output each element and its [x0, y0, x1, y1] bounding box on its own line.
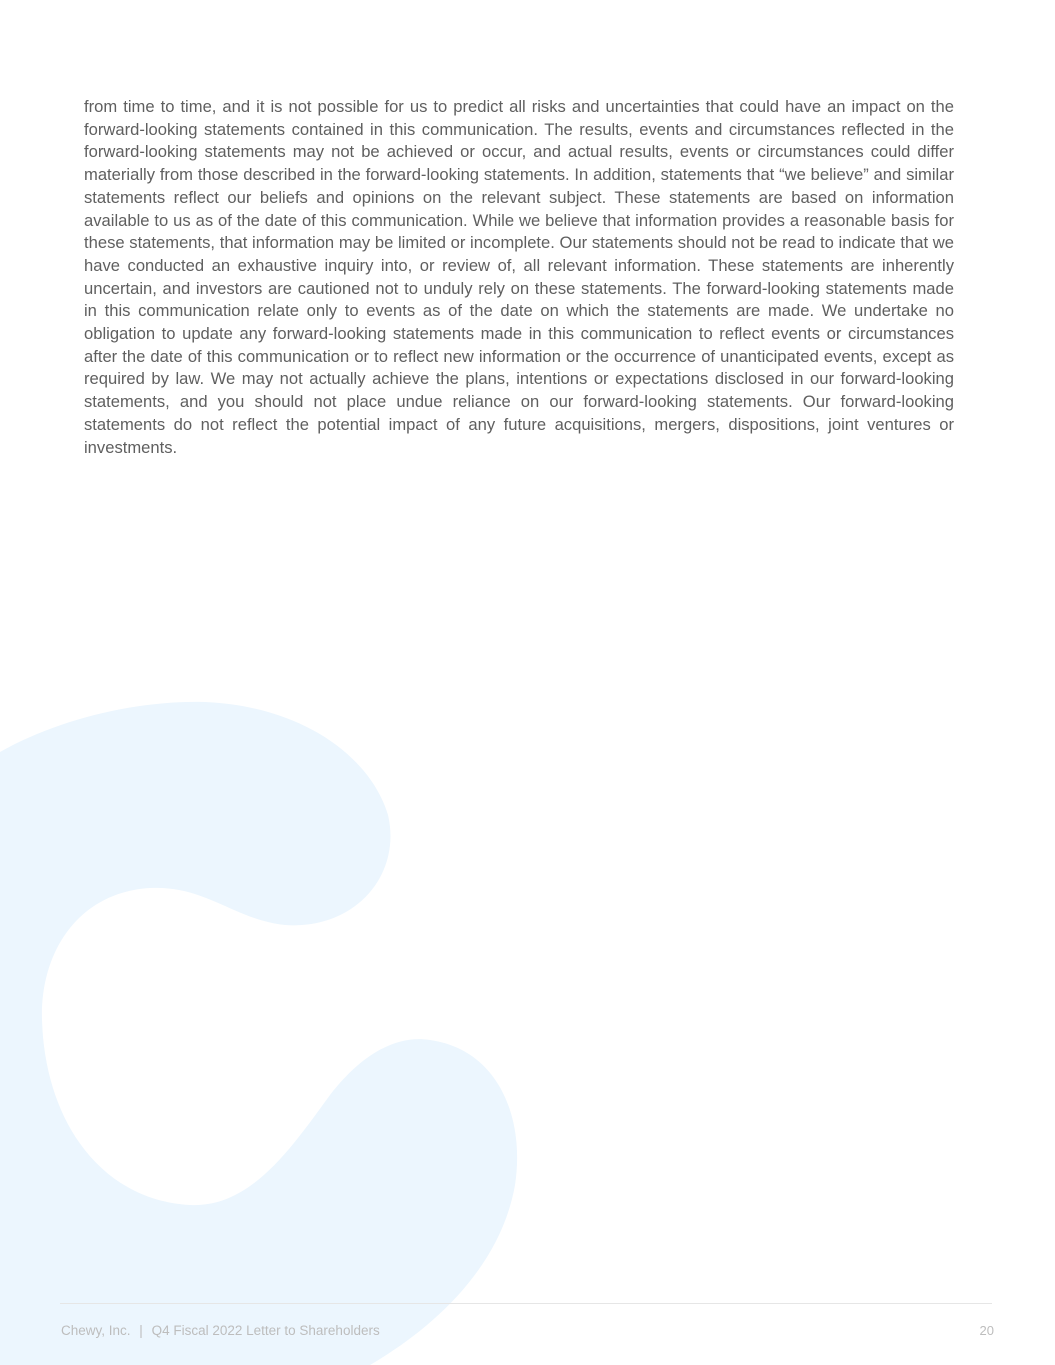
footer-caption: [61, 1323, 380, 1338]
body-paragraph: from time to time, and it is not possible for us to predict all risks and uncertainties that could have an impact on the forward-looking statements contained in this communication. The results, events and circumstances reflected in the forward-looking statements may not be achieved or occur, and actual results, events or circumstances could differ materially from those described in the forward-looking statements. In addition, statements that “we believe” and similar statements reflect our beliefs and opinions on the relevant subject. These statements are based on information available to us as of the date of this communication. While we believe that information provides a reasonable basis for these statements, that information may be limited or incomplete. Our statements should not be read to indicate that we have conducted an exhaustive inquiry into, or review of, all relevant information. These statements are inherently uncertain, and investors are cautioned not to unduly rely on these statements. The forward-looking statements made in this communication relate only to events as of the date on which the statements are made. We undertake no obligation to update any forward-looking statements made in this communication to reflect events or circumstances after the date of this communication or to reflect new information or the occurrence of unanticipated events, except as required by law. We may not actually achieve the plans, intentions or expectations disclosed in our forward-looking statements, and you should not place undue reliance on our forward-looking statements. Our forward-looking statements do not reflect the potential impact of any future acquisitions, mergers, dispositions, joint ventures or investments.: [84, 97, 954, 457]
footer-divider: [60, 1303, 992, 1304]
footer-document-title: Q4 Fiscal 2022 Letter to Shareholders: [151, 1323, 380, 1338]
page-number: 20: [979, 1323, 994, 1338]
footer-company-name: Chewy, Inc.: [61, 1323, 131, 1338]
footer-separator: |: [139, 1323, 143, 1338]
